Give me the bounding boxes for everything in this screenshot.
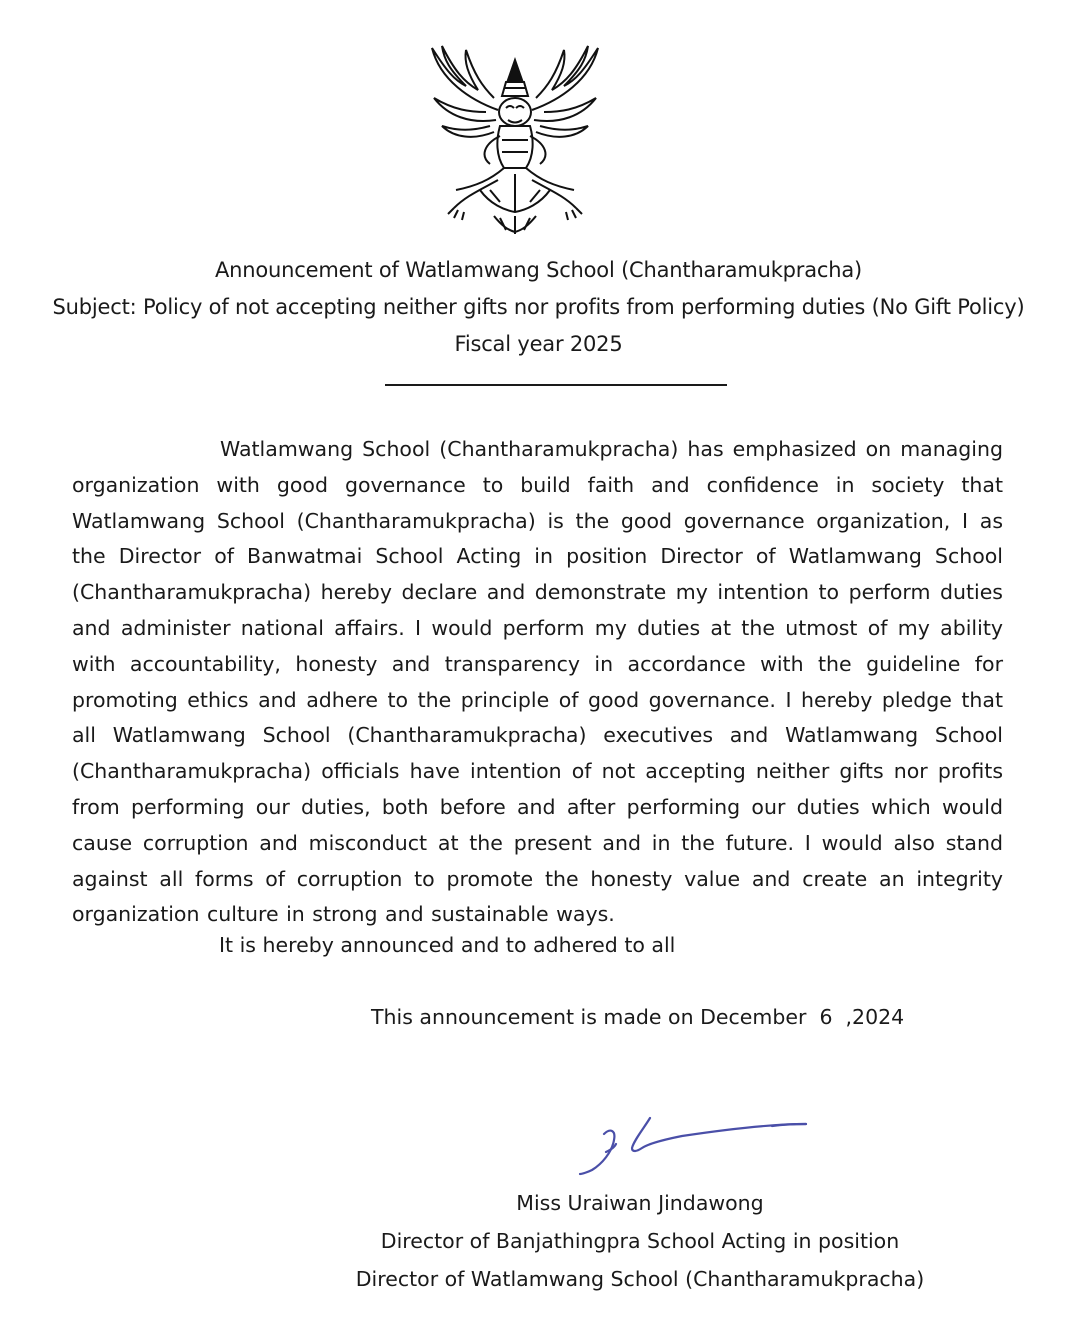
fiscal-year: Fiscal year 2025 — [454, 332, 623, 356]
announcement-header — [40, 252, 1037, 363]
signatory-title-2: Director of Watlamwang School (Chantharamukpracha) — [355, 1267, 925, 1291]
signatory-block — [345, 1184, 935, 1298]
announcement-date: This announcement is made on December 6 ,2024 — [371, 1005, 905, 1029]
handwritten-signature-icon — [572, 1108, 817, 1183]
garuda-emblem-icon — [420, 40, 610, 236]
announcement-subject: Subject: Policy of not accepting neither gifts nor profits from performing duties (No Gift Policy) — [52, 295, 1025, 319]
announcement-title: Announcement of Watlamwang School (Chantharamukpracha) — [215, 258, 862, 282]
closing-statement: It is hereby announced and to adhered to all — [219, 933, 676, 957]
header-divider — [385, 384, 727, 386]
signatory-name: Miss Uraiwan Jindawong — [516, 1191, 764, 1215]
signatory-title-1: Director of Banjathingpra School Acting in position — [380, 1229, 900, 1253]
announcement-body: Watlamwang School (Chantharamukpracha) has emphasized on managing organization with good governance to build faith and confidence in society that Watlamwang School (Chantharamukpracha) is the good governance organization, I as the Director of Banwatmai School Acting in position Director of Watlamwang School (Chantharamukpracha) hereby declare and demonstrate my intention to perform duties and administer national affairs. I would perform my duties at the utmost of my ability with accountability, honesty and transparency in accordance with the guideline for promoting ethics and adhere to the principle of good governance. I hereby pledge that all Watlamwang School (Chantharamukpracha) executives and Watlamwang School (Chantharamukpracha) officials have intention of not accepting neither gifts nor profits from performing our duties, both before and after performing our duties which would cause corruption and misconduct at the present and in the future. I would also stand against all forms of corruption to promote the honesty value and create an integrity organization culture in strong and sustainable ways. — [72, 437, 1003, 927]
